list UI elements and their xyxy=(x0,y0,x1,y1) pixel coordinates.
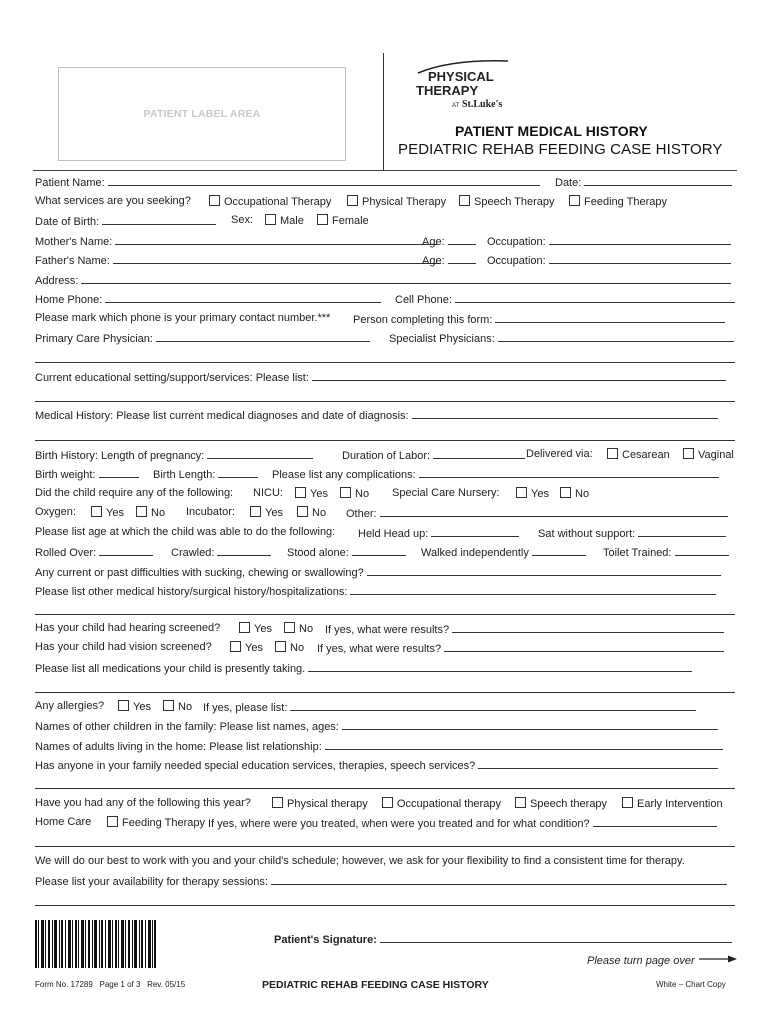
row-sucking xyxy=(35,565,735,584)
vision-yes-checkbox[interactable] xyxy=(230,641,241,652)
availability-label: Please list your availability for therapy sessions: xyxy=(35,876,268,888)
patient-label-area xyxy=(58,67,346,161)
signature-row xyxy=(274,932,732,946)
allergies-list-label: If yes, please list: xyxy=(203,702,288,714)
female-label: Female xyxy=(332,215,369,227)
adults-names-field[interactable] xyxy=(325,739,723,750)
physical-therapy-checkbox[interactable] xyxy=(347,195,358,206)
walked-field[interactable] xyxy=(532,545,586,556)
male-checkbox[interactable] xyxy=(265,214,276,225)
header-divider xyxy=(383,53,384,171)
results-question: If yes, what were results? xyxy=(317,643,442,655)
father-name-field[interactable] xyxy=(113,253,441,264)
row-other-history xyxy=(35,584,735,603)
rolled-over-label: Rolled Over: xyxy=(35,547,97,559)
patient-name-field[interactable] xyxy=(108,175,540,186)
row-vision xyxy=(35,641,735,660)
no-label: No xyxy=(312,507,327,519)
vaginal-label: Vaginal xyxy=(698,449,734,461)
row-allergies xyxy=(35,700,735,719)
medical-history-field[interactable] xyxy=(412,408,718,419)
special-ed-question: Has anyone in your family needed special education services, therapies, speech services? xyxy=(35,760,476,772)
row-motor xyxy=(35,545,735,564)
sucking-question: Any current or past difficulties with sucking, chewing or swallowing? xyxy=(35,567,364,579)
row-primary-contact xyxy=(35,312,735,331)
adults-names-label: Names of adults living in the home: Please list relationship: xyxy=(35,741,322,753)
mother-name-field[interactable] xyxy=(115,234,437,245)
row-hearing xyxy=(35,622,735,641)
incubator-label: Incubator: xyxy=(186,506,235,518)
home-phone-field[interactable] xyxy=(105,292,381,303)
this-year-label: Speech therapy xyxy=(530,798,608,810)
allergies-no-checkbox[interactable] xyxy=(163,700,174,711)
oxygen-label: Oxygen: xyxy=(35,506,76,518)
pregnancy-length-field[interactable] xyxy=(207,448,313,459)
feeding-therapy-label: Feeding Therapy xyxy=(122,817,205,829)
stood-alone-label: Stood alone: xyxy=(287,547,349,559)
arrow-right-icon xyxy=(698,955,738,963)
birth-length-label: Birth Length: xyxy=(153,469,216,481)
duration-labor-field[interactable] xyxy=(433,448,525,459)
birth-length-field[interactable] xyxy=(218,467,258,478)
logo-brand: St.Luke's xyxy=(462,99,503,110)
row-phones xyxy=(35,292,735,311)
no-label: No xyxy=(355,488,370,500)
this-year-label: Early Intervention xyxy=(637,798,723,810)
hearing-no-checkbox[interactable] xyxy=(284,622,295,633)
physical-therapy-logo xyxy=(412,57,514,113)
medical-history-label: Medical History: Please list current medical diagnoses and date of diagnosis: xyxy=(35,410,409,422)
row-milestones xyxy=(35,526,735,545)
footer-title: PEDIATRIC REHAB FEEDING CASE HISTORY xyxy=(262,979,489,991)
incubator-yes-checkbox[interactable] xyxy=(250,506,261,517)
footer-copy-label: White – Chart Copy xyxy=(656,980,726,989)
education-label: Current educational setting/support/services: Please list: xyxy=(35,372,309,384)
yes-label: Yes xyxy=(265,507,283,519)
page-number: Page 1 of 3 xyxy=(99,980,141,989)
specialist-field[interactable] xyxy=(498,331,734,342)
nicu-yes-checkbox[interactable] xyxy=(295,487,306,498)
yes-label: Yes xyxy=(133,701,151,713)
address-label: Address: xyxy=(35,275,79,287)
schedule-note: We will do our best to work with you and your child's schedule; however, we ask for your flexibility to find a consistent time for therapy. xyxy=(35,855,685,867)
this-year-label: Occupational therapy xyxy=(397,798,501,810)
home-phone-label: Home Phone: xyxy=(35,294,103,306)
hearing-yes-checkbox[interactable] xyxy=(239,622,250,633)
incubator-no-checkbox[interactable] xyxy=(297,506,308,517)
no-label: No xyxy=(290,642,305,654)
occupational-therapy-year-checkbox[interactable] xyxy=(382,797,393,808)
feeding-therapy-checkbox[interactable] xyxy=(569,195,580,206)
specialist-label: Specialist Physicians: xyxy=(389,333,495,345)
male-label: Male xyxy=(280,215,304,227)
pcp-field[interactable] xyxy=(156,331,370,342)
row-special-ed xyxy=(35,758,735,777)
occupation-label: Occupation: xyxy=(487,255,546,267)
row-medications xyxy=(35,661,735,680)
turn-page-text: Please turn page over xyxy=(587,955,695,967)
vision-results-field[interactable] xyxy=(444,641,724,652)
other-history-field[interactable] xyxy=(350,584,716,595)
special-care-label: Special Care Nursery: xyxy=(392,487,500,499)
date-label: Date: xyxy=(555,177,582,189)
availability-field[interactable] xyxy=(271,874,727,885)
person-completing-label: Person completing this form: xyxy=(353,314,493,326)
birth-history-label: Birth History: Length of pregnancy: xyxy=(35,450,205,462)
service-label: Speech Therapy xyxy=(474,196,555,208)
occupational-therapy-checkbox[interactable] xyxy=(209,195,220,206)
nicu-label: NICU: xyxy=(253,487,283,499)
row-adults xyxy=(35,739,735,758)
barcode-image xyxy=(33,918,158,970)
occupation-label: Occupation: xyxy=(487,236,546,248)
yes-label: Yes xyxy=(310,488,328,500)
held-head-label: Held Head up: xyxy=(358,528,429,540)
person-completing-field[interactable] xyxy=(495,312,725,323)
service-label: Feeding Therapy xyxy=(584,196,667,208)
special-care-no-checkbox[interactable] xyxy=(560,487,571,498)
this-year-label: Physical therapy xyxy=(287,798,368,810)
row-physicians xyxy=(35,331,735,350)
vision-no-checkbox[interactable] xyxy=(275,641,286,652)
patient-label-area-text: PATIENT LABEL AREA xyxy=(143,108,261,120)
sex-label: Sex: xyxy=(231,214,254,226)
early-intervention-checkbox[interactable] xyxy=(622,797,633,808)
yes-label: Yes xyxy=(106,507,124,519)
delivered-via-label: Delivered via: xyxy=(526,448,593,460)
special-care-yes-checkbox[interactable] xyxy=(516,487,527,498)
father-label: Father's Name: xyxy=(35,255,110,267)
vaginal-checkbox[interactable] xyxy=(683,448,694,459)
children-names-field[interactable] xyxy=(342,719,718,730)
date-field[interactable] xyxy=(584,175,732,186)
yes-label: Yes xyxy=(531,488,549,500)
blank-line[interactable] xyxy=(35,692,735,693)
blank-line[interactable] xyxy=(35,614,735,615)
blank-line[interactable] xyxy=(35,440,735,441)
no-label: No xyxy=(299,623,314,635)
sucking-field[interactable] xyxy=(367,565,721,576)
row-oxygen xyxy=(35,506,735,525)
sat-without-field[interactable] xyxy=(638,526,726,537)
turn-page-note xyxy=(587,955,738,967)
row-medical-history xyxy=(35,408,735,427)
row-education xyxy=(35,370,735,389)
require-question: Did the child require any of the following: xyxy=(35,487,234,499)
birth-weight-label: Birth weight: xyxy=(35,469,96,481)
row-birth-history xyxy=(35,448,735,467)
logo-line1: PHYSICAL xyxy=(428,69,494,84)
blank-line[interactable] xyxy=(35,846,735,847)
row-mother xyxy=(35,234,735,253)
service-label: Occupational Therapy xyxy=(224,196,332,208)
yes-label: Yes xyxy=(245,642,263,654)
revision: Rev. 05/15 xyxy=(147,980,186,989)
page-subtitle: PEDIATRIC REHAB FEEDING CASE HISTORY xyxy=(398,141,723,158)
row-patient-name xyxy=(35,175,735,194)
row-schedule xyxy=(35,855,735,874)
speech-therapy-checkbox[interactable] xyxy=(459,195,470,206)
dob-field[interactable] xyxy=(102,214,216,225)
address-field[interactable] xyxy=(81,273,731,284)
services-question: What services are you seeking? xyxy=(35,195,191,207)
row-dob xyxy=(35,214,735,233)
where-treated-field[interactable] xyxy=(593,816,717,827)
logo-line3: AT xyxy=(452,103,460,109)
walked-label: Walked independently xyxy=(421,547,529,559)
toilet-label: Toilet Trained: xyxy=(603,547,672,559)
row-services xyxy=(35,195,735,214)
rolled-over-field[interactable] xyxy=(99,545,153,556)
other-label: Other: xyxy=(346,508,377,520)
sat-without-label: Sat without support: xyxy=(538,528,636,540)
other-history-label: Please list other medical history/surgical history/hospitalizations: xyxy=(35,586,348,598)
no-label: No xyxy=(151,507,166,519)
blank-line[interactable] xyxy=(35,788,735,789)
yes-label: Yes xyxy=(254,623,272,635)
physical-therapy-year-checkbox[interactable] xyxy=(272,797,283,808)
cell-phone-label: Cell Phone: xyxy=(395,294,452,306)
nicu-no-checkbox[interactable] xyxy=(340,487,351,498)
row-availability xyxy=(35,874,735,893)
crawled-field[interactable] xyxy=(217,545,271,556)
mother-age-field[interactable] xyxy=(448,234,476,245)
age-label: Age: xyxy=(422,236,445,248)
row-father xyxy=(35,253,735,272)
complications-label: Please list any complications: xyxy=(272,469,416,481)
home-care-label: Home Care xyxy=(35,816,92,828)
mother-occupation-field[interactable] xyxy=(549,234,731,245)
no-label: No xyxy=(575,488,590,500)
service-label: Physical Therapy xyxy=(362,196,447,208)
row-children xyxy=(35,719,735,738)
results-question: If yes, what were results? xyxy=(325,624,450,636)
blank-line[interactable] xyxy=(35,362,735,363)
patient-name-label: Patient Name: xyxy=(35,177,105,189)
birth-weight-field[interactable] xyxy=(99,467,139,478)
stood-alone-field[interactable] xyxy=(352,545,406,556)
no-label: No xyxy=(178,701,193,713)
complications-field[interactable] xyxy=(419,467,719,478)
signature-field[interactable] xyxy=(380,932,732,943)
signature-label: Patient's Signature: xyxy=(274,934,377,946)
oxygen-yes-checkbox[interactable] xyxy=(91,506,102,517)
speech-therapy-year-checkbox[interactable] xyxy=(515,797,526,808)
milestones-question: Please list age at which the child was able to do the following: xyxy=(35,526,336,538)
primary-contact-note: Please mark which phone is your primary contact number.*** xyxy=(35,312,331,324)
row-require xyxy=(35,487,735,506)
cell-phone-field[interactable] xyxy=(455,292,735,303)
row-this-year xyxy=(35,797,735,816)
this-year-question: Have you had any of the following this year? xyxy=(35,797,251,809)
medications-label: Please list all medications your child is presently taking. xyxy=(35,663,306,675)
vision-question: Has your child had vision screened? xyxy=(35,641,212,653)
allergies-yes-checkbox[interactable] xyxy=(118,700,129,711)
crawled-label: Crawled: xyxy=(171,547,215,559)
footer-form-info xyxy=(35,980,185,989)
logo-line2: THERAPY xyxy=(416,83,479,98)
education-field[interactable] xyxy=(312,370,726,381)
special-ed-field[interactable] xyxy=(478,758,718,769)
other-field[interactable] xyxy=(380,506,728,517)
row-home-care xyxy=(35,816,735,835)
row-address xyxy=(35,273,735,292)
toilet-field[interactable] xyxy=(675,545,729,556)
father-age-field[interactable] xyxy=(448,253,476,264)
allergies-question: Any allergies? xyxy=(35,700,105,712)
header-rule xyxy=(33,170,737,171)
oxygen-no-checkbox[interactable] xyxy=(136,506,147,517)
cesarean-label: Cesarean xyxy=(622,449,670,461)
held-head-field[interactable] xyxy=(431,526,519,537)
page-title: PATIENT MEDICAL HISTORY xyxy=(455,123,648,139)
pcp-label: Primary Care Physician: xyxy=(35,333,153,345)
hearing-results-field[interactable] xyxy=(452,622,724,633)
row-birth-weight xyxy=(35,467,735,486)
blank-line[interactable] xyxy=(35,401,735,402)
allergies-field[interactable] xyxy=(290,700,696,711)
mother-label: Mother's Name: xyxy=(35,236,113,248)
dob-label: Date of Birth: xyxy=(35,216,100,228)
father-occupation-field[interactable] xyxy=(549,253,731,264)
age-label: Age: xyxy=(422,255,445,267)
form-number: Form No. 17289 xyxy=(35,980,93,989)
blank-line[interactable] xyxy=(35,905,735,906)
feeding-therapy-year-checkbox[interactable] xyxy=(107,816,118,827)
children-names-label: Names of other children in the family: Please list names, ages: xyxy=(35,721,339,733)
hearing-question: Has your child had hearing screened? xyxy=(35,622,221,634)
cesarean-checkbox[interactable] xyxy=(607,448,618,459)
duration-labor-label: Duration of Labor: xyxy=(342,450,431,462)
where-treated-label: If yes, where were you treated, when were you treated and for what condition? xyxy=(208,818,590,830)
medications-field[interactable] xyxy=(308,661,692,672)
female-checkbox[interactable] xyxy=(317,214,328,225)
